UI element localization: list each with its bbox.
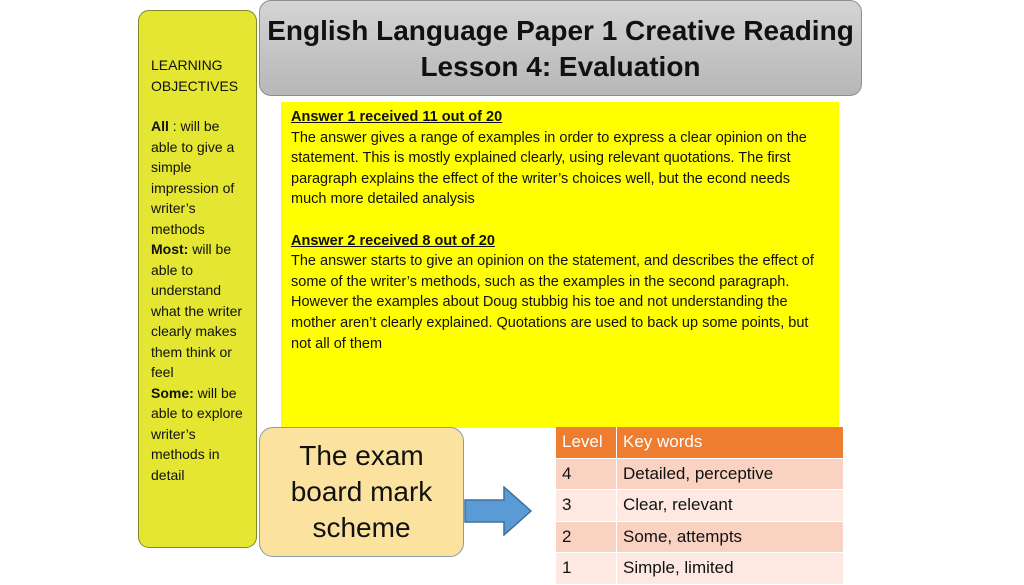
- answer-2: [291, 231, 829, 355]
- table-row: [556, 553, 844, 585]
- mark-scheme-line-1: The exam: [299, 440, 424, 471]
- table-row: [556, 458, 844, 490]
- title-line-2: Lesson 4: Evaluation: [420, 51, 701, 82]
- mark-scheme-line-3: scheme: [312, 512, 411, 543]
- mark-scheme-box: [259, 427, 464, 557]
- level-cell: 1: [556, 553, 617, 585]
- levels-table-header: [556, 427, 844, 458]
- header-level: Level: [556, 427, 617, 458]
- level-cell: 4: [556, 458, 617, 490]
- key-words-cell: Clear, relevant: [617, 490, 844, 522]
- right-arrow-icon: [464, 486, 534, 536]
- level-cell: 2: [556, 521, 617, 553]
- answer-1: [291, 107, 829, 210]
- objective-most: Most: will be able to understand what the writer clearly makes them think or feel: [151, 241, 243, 380]
- answer-2-heading: Answer 2 received 8 out of 20: [291, 232, 495, 249]
- answer-1-heading: Answer 1 received 11 out of 20: [291, 109, 503, 125]
- key-words-cell: Some, attempts: [617, 521, 844, 553]
- level-cell: 3: [556, 490, 617, 522]
- learning-objectives-panel: [138, 10, 257, 548]
- title-line-1: English Language Paper 1 Creative Reading: [267, 15, 854, 46]
- header-key-words: Key words: [617, 427, 844, 458]
- objective-all: All : will be able to give a simple impression of writer’s methods: [151, 118, 235, 237]
- table-row: [556, 521, 844, 553]
- key-words-cell: Simple, limited: [617, 553, 844, 585]
- table-row: [556, 490, 844, 522]
- answers-panel: [281, 102, 839, 428]
- answer-1-text: The answer gives a range of examples in order to express a clear opinion on the statement. This is mostly explained clearly, using relevant quotations. The first paragraph explains the effect of the writer’s choices well, but the econd needs much more detailed analysis: [291, 129, 807, 208]
- answer-2-text: The answer starts to give an opinion on the statement, and describes the effect of some of the writer’s methods, such as the examples in the second paragraph. However the examples about Doug stubbig his toe and not understanding the mother aren’t clearly explained. Quotations are used to back up some points, but not all of them: [291, 253, 814, 352]
- objectives-heading: LEARNING OBJECTIVES: [151, 57, 239, 94]
- key-words-cell: Detailed, perceptive: [617, 458, 844, 490]
- levels-table: [556, 427, 844, 585]
- slide-title: [259, 0, 862, 96]
- objective-some: Some: will be able to explore writer’s methods in detail: [151, 384, 243, 483]
- mark-scheme-line-2: board mark: [290, 476, 433, 507]
